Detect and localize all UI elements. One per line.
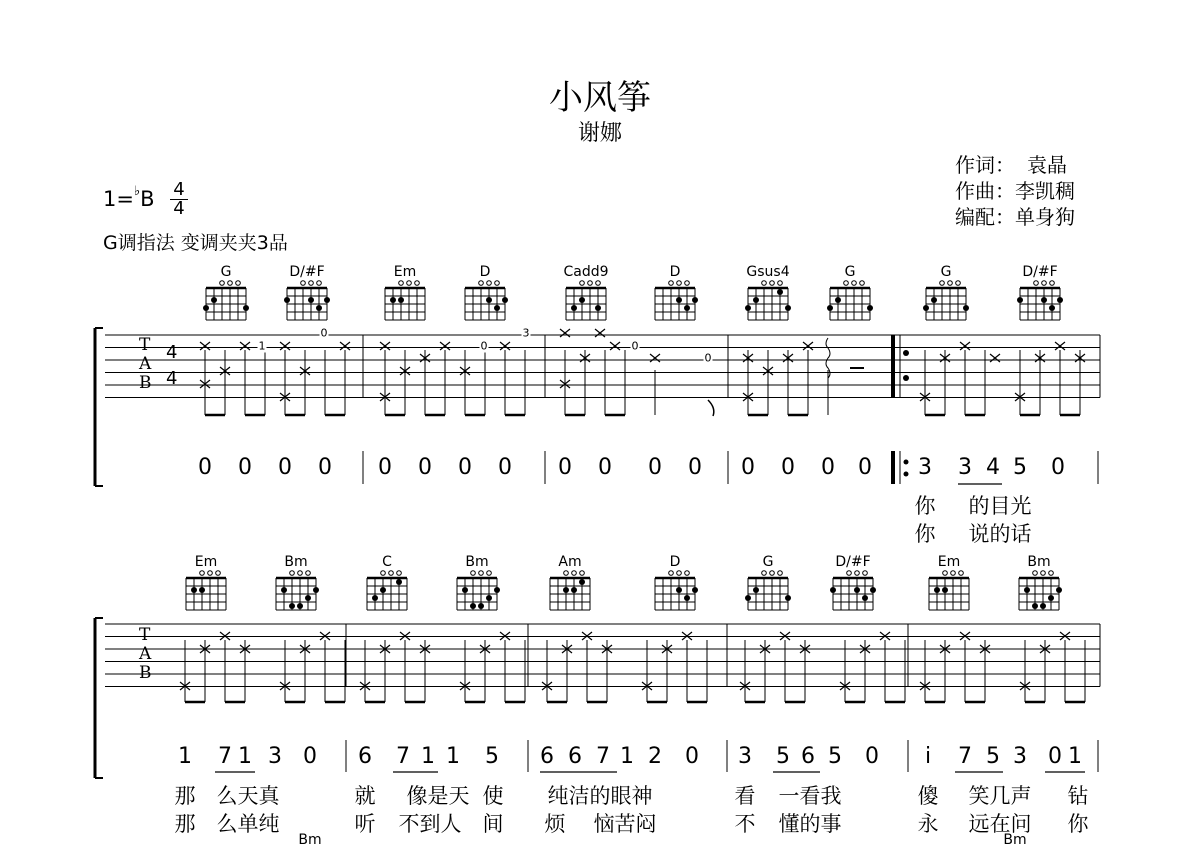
open-string-mark xyxy=(844,281,849,286)
singer-name: 谢娜 xyxy=(577,121,622,146)
chord-dot xyxy=(676,297,682,303)
lyric-char: 那 xyxy=(174,784,196,808)
open-string-mark xyxy=(669,281,674,286)
chord-dot xyxy=(867,305,873,311)
chord-name: Am xyxy=(558,554,582,570)
open-string-mark xyxy=(381,571,386,576)
open-string-mark xyxy=(852,281,857,286)
open-string-mark xyxy=(762,281,767,286)
chord-dot xyxy=(753,587,759,593)
notation-digit: 0 xyxy=(378,455,392,480)
lyric-char: 恼苦闷 xyxy=(593,812,657,836)
lyric-char: 不 xyxy=(734,812,756,836)
chord-dot xyxy=(486,297,492,303)
chord-dot xyxy=(563,587,569,593)
chord-dot xyxy=(785,305,791,311)
chord-dot xyxy=(398,297,404,303)
lyric-char: 不到人 xyxy=(398,812,462,836)
open-string-mark xyxy=(580,281,585,286)
open-string-mark xyxy=(487,571,492,576)
chord-dot xyxy=(308,297,314,303)
open-string-mark xyxy=(847,571,852,576)
chord-name: D/#F xyxy=(289,264,325,280)
chord-dot xyxy=(579,297,585,303)
chord-name: C xyxy=(382,554,392,570)
notation-digit: 6 xyxy=(540,744,554,769)
capo-note: G调指法 变调夹夹3品 xyxy=(103,232,288,254)
notation-digit: 5 xyxy=(1013,455,1027,480)
open-string-mark xyxy=(301,281,306,286)
notation-digit: 6 xyxy=(358,744,372,769)
notation-digit: 5 xyxy=(986,744,1000,769)
lyric-char: 远在问 xyxy=(968,812,1032,836)
chord-dot xyxy=(1017,297,1023,303)
open-string-mark xyxy=(959,571,964,576)
open-string-mark xyxy=(770,281,775,286)
chord-dot xyxy=(284,297,290,303)
notation-digit: 0 xyxy=(1051,455,1065,480)
song-title: 小风筝 xyxy=(549,78,651,118)
tab-clef-letter: B xyxy=(139,373,152,393)
open-string-mark xyxy=(415,281,420,286)
open-string-mark xyxy=(216,571,221,576)
chord-name: G xyxy=(940,264,952,280)
chord-dot xyxy=(1049,305,1055,311)
notation-digit: 0 xyxy=(238,455,252,480)
lyric-char: 永 xyxy=(917,812,939,836)
open-string-mark xyxy=(1050,281,1055,286)
notation-digit: 0 xyxy=(1048,744,1062,769)
notation-digit: 0 xyxy=(198,455,212,480)
lyric-char: 就 xyxy=(354,784,376,808)
lyric-char: 笑几声 xyxy=(968,784,1032,808)
notation-digit: 0 xyxy=(418,455,432,480)
chord-name: D/#F xyxy=(835,554,871,570)
open-string-mark xyxy=(956,281,961,286)
chord-name: D xyxy=(669,554,681,570)
chord-dot xyxy=(281,587,287,593)
open-string-mark xyxy=(200,571,205,576)
chord-dot xyxy=(571,305,577,311)
open-string-mark xyxy=(208,571,213,576)
chord-dot xyxy=(1032,603,1038,609)
chord-name: Bm xyxy=(465,554,489,570)
lyric-char: 傻 xyxy=(917,784,939,808)
chord-name: G xyxy=(844,264,856,280)
notation-digit: 1 xyxy=(1068,744,1082,769)
chord-dot xyxy=(963,305,969,311)
open-string-mark xyxy=(471,571,476,576)
lyric-char: 的目光 xyxy=(968,494,1032,518)
chord-dot xyxy=(1024,587,1030,593)
chord-dot xyxy=(494,305,500,311)
chord-name: Em xyxy=(194,554,218,570)
lyric-char: 看 xyxy=(734,784,756,808)
chord-dot xyxy=(870,587,876,593)
notation-digit: i xyxy=(924,744,932,769)
open-string-mark xyxy=(220,281,225,286)
open-string-mark xyxy=(863,571,868,576)
notation-digit: 4 xyxy=(986,455,1000,480)
open-string-mark xyxy=(778,281,783,286)
open-string-mark xyxy=(572,571,577,576)
open-string-mark xyxy=(669,571,674,576)
open-string-mark xyxy=(479,571,484,576)
open-string-mark xyxy=(588,281,593,286)
chord-dot xyxy=(1040,603,1046,609)
chord-dot xyxy=(571,587,577,593)
lyric-char: 你 xyxy=(914,522,936,546)
open-string-mark xyxy=(685,571,690,576)
notation-digit: 7 xyxy=(218,744,232,769)
notation-digit: 1 xyxy=(421,744,435,769)
notation-digit: 0 xyxy=(598,455,612,480)
chord-dot xyxy=(470,603,476,609)
chord-dot xyxy=(1041,297,1047,303)
chord-name: Cadd9 xyxy=(563,264,609,280)
credit-composer: 作曲：李凯稠 xyxy=(955,179,1075,203)
chord-dot xyxy=(753,297,759,303)
tab-clef-letter: T xyxy=(139,625,151,645)
tab-time-digit: 4 xyxy=(166,368,178,389)
open-string-mark xyxy=(397,571,402,576)
open-string-mark xyxy=(1042,281,1047,286)
chord-dot xyxy=(297,603,303,609)
open-string-mark xyxy=(1033,571,1038,576)
open-string-mark xyxy=(236,281,241,286)
chord-name: G xyxy=(762,554,774,570)
lyric-char: 一看我 xyxy=(778,784,842,808)
chord-dot xyxy=(684,305,690,311)
open-string-mark xyxy=(596,281,601,286)
tab-fret-number: 0 xyxy=(480,339,488,353)
chord-dot xyxy=(862,595,868,601)
chord-dot xyxy=(390,297,396,303)
open-string-mark xyxy=(389,571,394,576)
notation-digit: 0 xyxy=(685,744,699,769)
chord-dot xyxy=(1048,595,1054,601)
chord-dot xyxy=(934,587,940,593)
chord-dot xyxy=(243,305,249,311)
notation-digit: 3 xyxy=(1013,744,1027,769)
open-string-mark xyxy=(479,281,484,286)
chord-dot xyxy=(579,579,585,585)
chord-dot xyxy=(211,297,217,303)
chord-name: Em xyxy=(393,264,417,280)
key-signature: 1=♭B xyxy=(103,184,155,211)
notation-digit: 5 xyxy=(828,744,842,769)
notation-digit: 0 xyxy=(278,455,292,480)
repeat-dot xyxy=(903,350,909,356)
time-signature: $\frac{4}{4}$ xyxy=(170,181,188,218)
open-string-mark xyxy=(677,281,682,286)
lyric-char: 纯洁的眼神 xyxy=(547,784,653,808)
chord-dot xyxy=(595,305,601,311)
notation-digit: 0 xyxy=(858,455,872,480)
chord-dot xyxy=(313,587,319,593)
chord-dot xyxy=(380,587,386,593)
open-string-mark xyxy=(948,281,953,286)
chord-dot xyxy=(396,579,402,585)
notation-digit: 0 xyxy=(821,455,835,480)
lyric-char: 懂的事 xyxy=(778,812,842,836)
chord-dot xyxy=(923,305,929,311)
tab-fret-number: 3 xyxy=(522,326,530,340)
notation-digit: 7 xyxy=(958,744,972,769)
open-string-mark xyxy=(407,281,412,286)
tab-clef-letter: B xyxy=(139,663,152,683)
chord-dot xyxy=(462,587,468,593)
open-string-mark xyxy=(487,281,492,286)
credit-arranger: 编配：单身狗 xyxy=(955,205,1075,229)
lyric-char: 使 xyxy=(482,784,504,808)
chord-name: Bm xyxy=(284,554,308,570)
lyric-char: 烦 xyxy=(544,812,566,836)
tab-clef-letter: T xyxy=(139,335,151,355)
chord-dot xyxy=(931,297,937,303)
open-string-mark xyxy=(943,571,948,576)
notation-digit: 0 xyxy=(303,744,317,769)
tab-time-digit: 4 xyxy=(166,342,178,363)
chord-dot xyxy=(692,297,698,303)
notation-digit: 3 xyxy=(738,744,752,769)
notation-digit: 0 xyxy=(458,455,472,480)
lyric-char: 你 xyxy=(1067,812,1089,836)
chord-name: D xyxy=(479,264,491,280)
tab-fret-number: 1 xyxy=(258,339,266,353)
open-string-mark xyxy=(677,571,682,576)
lyric-char: 像是天 xyxy=(406,784,470,808)
credit-lyricist: 作词： 袁晶 xyxy=(955,153,1067,177)
chord-dot xyxy=(684,595,690,601)
chord-name: G xyxy=(220,264,232,280)
open-string-mark xyxy=(855,571,860,576)
chord-name: Bm xyxy=(1027,554,1051,570)
open-string-mark xyxy=(762,571,767,576)
open-string-mark xyxy=(770,571,775,576)
chord-dot xyxy=(502,297,508,303)
notation-digit: 0 xyxy=(741,455,755,480)
notation-digit: 0 xyxy=(498,455,512,480)
notation-digit: 0 xyxy=(318,455,332,480)
tab-fret-number: 0 xyxy=(631,339,639,353)
notation-digit: 6 xyxy=(568,744,582,769)
tab-fret-number: 0 xyxy=(320,326,328,340)
lyric-char: 你 xyxy=(914,494,936,518)
lyric-char: 间 xyxy=(482,812,504,836)
open-string-mark xyxy=(298,571,303,576)
lyric-char: 么单纯 xyxy=(216,812,280,836)
open-string-mark xyxy=(685,281,690,286)
chord-dot xyxy=(191,587,197,593)
open-string-mark xyxy=(564,571,569,576)
open-string-mark xyxy=(399,281,404,286)
notation-digit: 0 xyxy=(688,455,702,480)
open-string-mark xyxy=(940,281,945,286)
notation-digit: 0 xyxy=(648,455,662,480)
tab-clef-letter: A xyxy=(139,354,152,374)
chord-dot xyxy=(486,595,492,601)
notation-digit: 7 xyxy=(396,744,410,769)
notation-digit: 5 xyxy=(776,744,790,769)
lyric-char: 钻 xyxy=(1067,784,1089,808)
notation-digit: 3 xyxy=(958,455,972,480)
repeat-dot xyxy=(903,375,909,381)
open-string-mark xyxy=(228,281,233,286)
lyric-char: 么天真 xyxy=(216,784,280,808)
chord-dot xyxy=(478,603,484,609)
chord-dot xyxy=(203,305,209,311)
lyric-char: 说的话 xyxy=(968,522,1032,546)
open-string-mark xyxy=(317,281,322,286)
lyric-char: 听 xyxy=(354,812,376,836)
notation-digit: 1 xyxy=(238,744,252,769)
notation-digit: 2 xyxy=(648,744,662,769)
open-string-mark xyxy=(309,281,314,286)
open-string-mark xyxy=(306,571,311,576)
chord-dot xyxy=(777,289,783,295)
chord-dot xyxy=(745,595,751,601)
chord-name: Em xyxy=(937,554,961,570)
open-string-mark xyxy=(778,571,783,576)
notation-repeat-dot xyxy=(904,460,909,465)
chord-dot xyxy=(745,305,751,311)
open-string-mark xyxy=(860,281,865,286)
chord-name: Bm xyxy=(298,832,322,848)
notation-digit: 3 xyxy=(268,744,282,769)
notation-digit: 3 xyxy=(918,455,932,480)
chord-dot xyxy=(1056,587,1062,593)
chord-dot xyxy=(372,595,378,601)
notation-digit: 1 xyxy=(620,744,634,769)
notation-digit: 5 xyxy=(485,744,499,769)
open-string-mark xyxy=(580,571,585,576)
chord-dot xyxy=(692,587,698,593)
chord-dot xyxy=(942,587,948,593)
notation-digit: 1 xyxy=(446,744,460,769)
chord-name: D xyxy=(669,264,681,280)
notation-digit: 0 xyxy=(558,455,572,480)
notation-digit: 0 xyxy=(865,744,879,769)
notation-digit: 1 xyxy=(178,744,192,769)
tab-clef-letter: A xyxy=(139,644,152,664)
chord-dot xyxy=(676,587,682,593)
open-string-mark xyxy=(951,571,956,576)
chord-dot xyxy=(827,305,833,311)
chord-name: Gsus4 xyxy=(746,264,790,280)
chord-name: Bm xyxy=(1003,832,1027,848)
notation-digit: 6 xyxy=(801,744,815,769)
chord-name: D/#F xyxy=(1022,264,1058,280)
chord-dot xyxy=(324,297,330,303)
chord-dot xyxy=(785,595,791,601)
open-string-mark xyxy=(495,281,500,286)
chord-dot xyxy=(305,595,311,601)
notation-digit: 7 xyxy=(596,744,610,769)
notation-repeat-dot xyxy=(904,472,909,477)
chord-dot xyxy=(854,587,860,593)
chord-dot xyxy=(199,587,205,593)
chord-dot xyxy=(835,297,841,303)
open-string-mark xyxy=(290,571,295,576)
note-flag xyxy=(708,400,714,416)
chord-dot xyxy=(289,603,295,609)
chord-dot xyxy=(494,587,500,593)
chord-dot xyxy=(316,305,322,311)
lyric-char: 那 xyxy=(174,812,196,836)
notation-digit: 0 xyxy=(781,455,795,480)
chord-dot xyxy=(1057,297,1063,303)
chord-dot xyxy=(830,587,836,593)
tab-fret-number: 0 xyxy=(704,351,712,365)
open-string-mark xyxy=(1049,571,1054,576)
open-string-mark xyxy=(1041,571,1046,576)
open-string-mark xyxy=(1034,281,1039,286)
